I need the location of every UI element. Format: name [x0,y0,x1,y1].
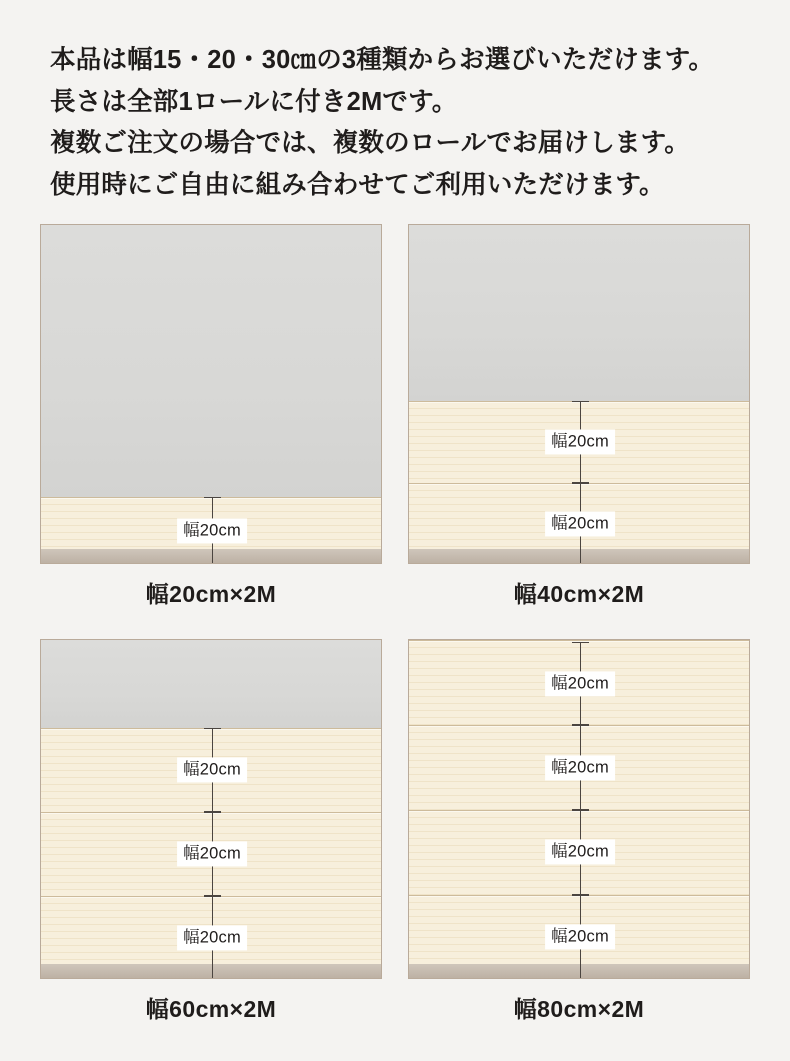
headline-line-4: 使用時にご自由に組み合わせてご利用いただけます。 [50,170,665,199]
dimension-label: 幅20cm [177,518,247,543]
dimension-label: 幅20cm [545,671,615,696]
panel-cell-40 [408,224,750,609]
wall-area [41,225,381,497]
panel-caption-60: 幅60cm×2M [145,996,277,1022]
panel-image-40 [408,224,750,564]
panel-image-80 [408,639,750,979]
panel-cell-20 [40,224,382,609]
panel-row-2 [40,639,750,1024]
panel-image-20 [40,224,382,564]
panel-caption-20: 幅20cm×2M [145,581,277,607]
dimension-label: 幅20cm [177,757,247,782]
panel-caption-40: 幅40cm×2M [513,581,645,607]
floor-line [41,549,381,563]
headline-line-1: 本品は幅15・20・30㎝の3種類からお選びいただけます。 [50,46,715,74]
dimension-label: 幅20cm [177,841,247,866]
dimension-label: 幅20cm [545,755,615,780]
panel-cell-80 [408,639,750,1024]
panel-row-1 [40,224,750,609]
dimension-label: 幅20cm [545,924,615,949]
wall-area [41,640,381,728]
dimension-label: 幅20cm [545,511,615,536]
headline-line-2: 長さは全部1ロールに付き2Mです。 [50,87,458,116]
panel-image-60 [40,639,382,979]
dimension-label: 幅20cm [545,429,615,454]
floor-line [409,549,749,563]
panel-caption-80: 幅80cm×2M [513,996,645,1022]
floor-line [409,964,749,978]
panel-grid [40,224,750,1024]
headline-block [50,44,760,211]
floor-line [41,964,381,978]
headline-line-3: 複数ご注文の場合では、複数のロールでお届けします。 [50,129,690,158]
dimension-label: 幅20cm [545,839,615,864]
wall-area [409,225,749,401]
dimension-label: 幅20cm [177,925,247,950]
panel-cell-60 [40,639,382,1024]
